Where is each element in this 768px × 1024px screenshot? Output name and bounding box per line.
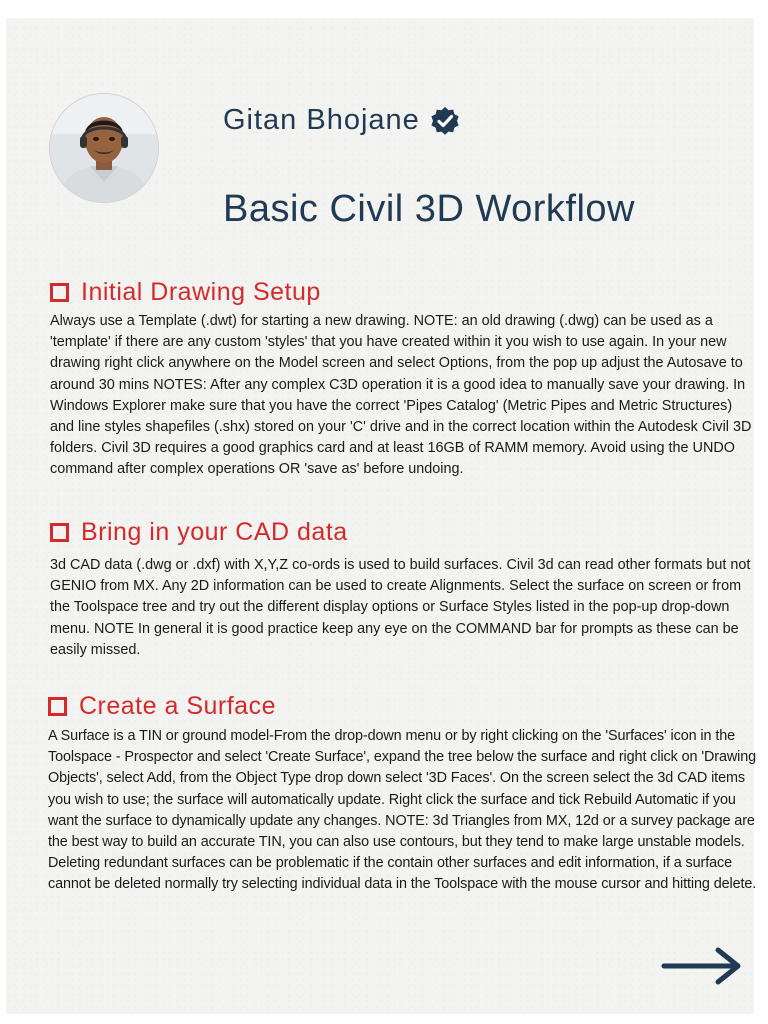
section-heading-text: Bring in your CAD data (81, 518, 348, 546)
section-heading-text: Initial Drawing Setup (81, 278, 321, 306)
profile-photo (50, 94, 158, 202)
arrow-right-icon[interactable] (660, 945, 744, 987)
section-body-bring-in-cad-data: 3d CAD data (.dwg or .dxf) with X,Y,Z co-ords is used to build surfaces. Civil 3d can read other formats but not GENIO from MX. Any 2D information can be used to create Alignments. Select the surface on screen or from the Toolspace tree and try out the different display options or Surface Styles listed in the pop-up drop-down menu. NOTE In general it is good practice keep any eye on the COMMAND bar for prompts as these can be easily missed. (50, 557, 751, 658)
verified-badge-icon (430, 106, 460, 136)
page-title: Basic Civil 3D Workflow (223, 188, 635, 230)
section-heading-initial-drawing-setup (50, 278, 321, 307)
section-heading-text: Create a Surface (79, 692, 276, 720)
checkbox-icon (48, 697, 67, 716)
section-body-create-a-surface: A Surface is a TIN or ground model-From the drop-down menu or by right clicking on the 'Surfaces' icon in the Toolspace - Prospector and select 'Create Surface', expand the tree below the surface and right click on 'Drawing Objects', select Add, from the Object Type drop down select '3D Faces'. On the screen select the 3d CAD items you wish to use; the surface will automatically update. Right click the surface and tick Rebuild Automatic if you want the surface to dynamically update any changes. NOTE: 3d Triangles from MX, 12d or a survey package are the best way to build an accurate TIN, you can also use contours, but they tend to make large unstable models. Deleting redundant surfaces can be problematic if the contain other surfaces and edit information, if a surface cannot be deleted normally try selecting individual data in the Toolspace with the mouse cursor and hitting delete. (48, 728, 757, 893)
checkbox-icon (50, 523, 69, 542)
avatar (50, 94, 158, 202)
section-body-initial-drawing-setup: Always use a Template (.dwt) for starting a new drawing. NOTE: an old drawing (.dwg) can be used as a 'template' if there are any custom 'styles' that you have created within it you wish to use again. In your new drawing right click anywhere on the Model screen and select Options, from the pop up adjust the Autosave to around 30 mins NOTES: After any complex C3D operation it is a good idea to manually save your drawing. In Windows Explorer make sure that you have the correct 'Pipes Catalog' (Metric Pipes and Metric Structures) and line styles shapefiles (.shx) stored on your 'C' drive and in the correct location within the Autodesk Civil 3D folders. Civil 3D requires a good graphics card and at least 16GB of RAMM memory. Avoid using the UNDO command after complex operations OR 'save as' before undoing. (50, 313, 752, 478)
section-heading-bring-in-cad-data (50, 518, 348, 547)
author-name: Gitan Bhojane (223, 104, 420, 136)
checkbox-icon (50, 283, 69, 302)
author-header (223, 104, 460, 137)
section-heading-create-a-surface (48, 692, 276, 721)
